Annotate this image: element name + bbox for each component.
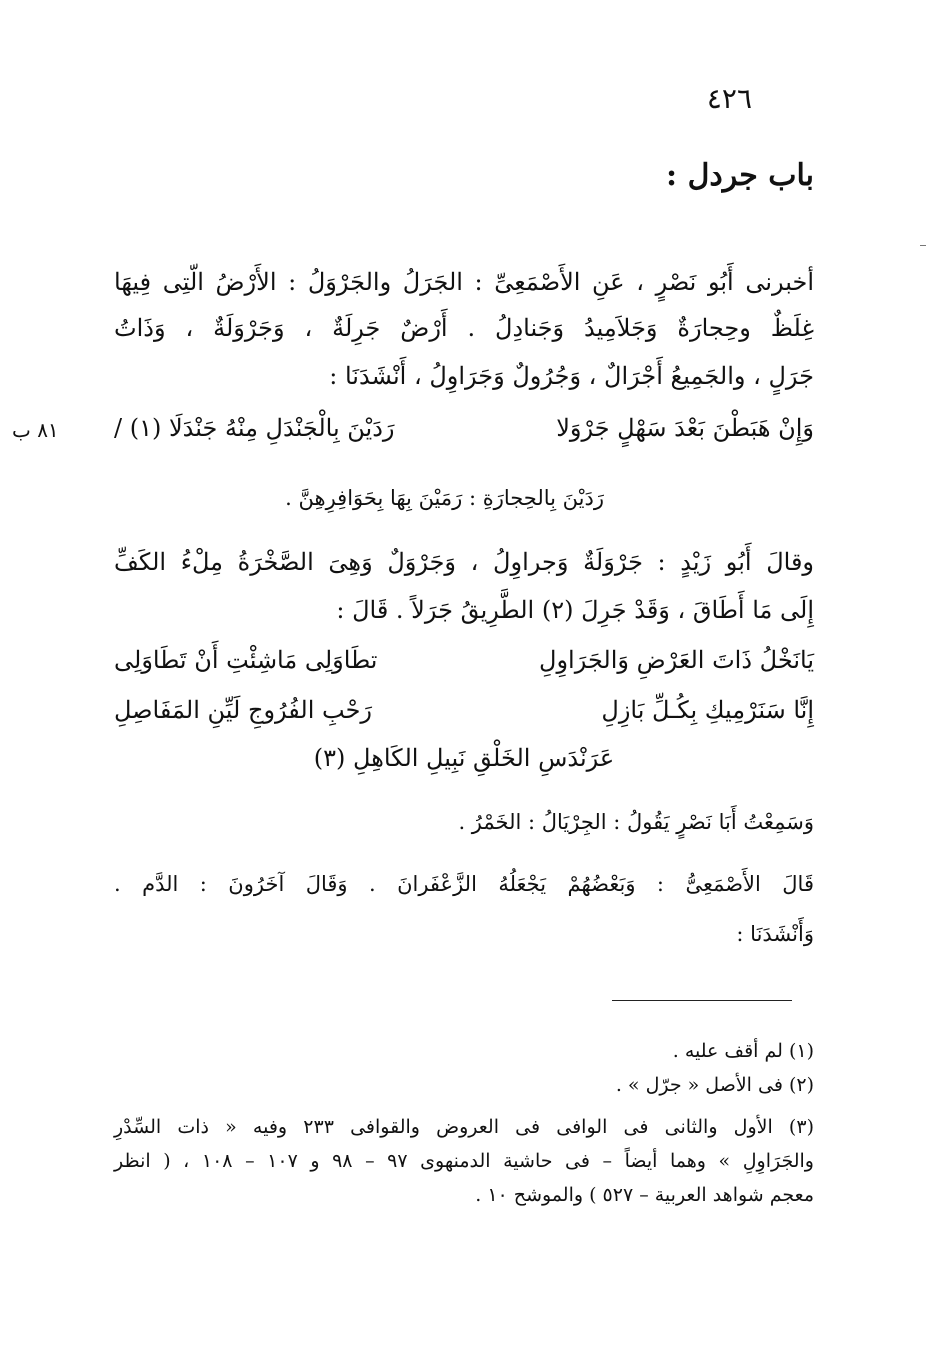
paragraph-2-line-2: إِلَى مَا أَطَاقَ ، وَقَدْ جَرِلَ (٢) الطَّرِيقُ جَرَلاً . قَالَ : — [336, 596, 814, 624]
poem-verse-1-first: يَانَخْلُ ذَاتَ العَرْضِ وَالجَرَاوِلِ — [539, 646, 814, 674]
paragraph-2-line-1: وقالَ أَبُو زَيْدٍ : جَرْوَلَةٌ وَجراوِلُ ، وَجَرْوَلٌ وَهِىَ الصَّخْرَةُ مِلْءُ الكَفِّ — [114, 548, 814, 576]
page-number: ٤٢٦ — [706, 82, 752, 115]
edge-mark — [920, 245, 926, 246]
verse-1-first-hemistich: وَإِنْ هَبَطْنَ بَعْدَ سَهْلٍ جَرْوَلا — [556, 414, 814, 442]
poem-verse-2 — [114, 696, 814, 724]
verse-1 — [114, 414, 814, 442]
manuscript-folio-note: ٨١ ب — [12, 418, 59, 442]
paragraph-3-line-1: قَالَ الأَصْمَعِىُّ : وَبَعْضُهُمْ يَجْعَلُهُ الزَّعْفَرانَ . وَقَالَ آخَرُونَ : الدَّم . — [114, 872, 814, 896]
poem-verse-1-second: تطَاوَلِى مَاشِئْتِ أَنْ تَطَاوَلِى — [114, 646, 378, 674]
footnote-3-line-3: معجم شواهد العربية – ٥٢٧ ) والموشح ١٠ . — [475, 1184, 814, 1206]
heard-line: وَسَمِعْتُ أَبَا نَصْرٍ يَقُولُ : الجِرْيَالُ : الخَمْرُ . — [458, 810, 814, 834]
paragraph-1-line-1: أخبرنى أَبُو نَصْرٍ ، عَنِ الأَصْمَعِىِّ : الجَرَلُ والجَرْوَلُ : الأَرْضُ الّتِى فِيهَا — [114, 268, 814, 296]
footnote-3-line-1: (٣) الأول والثانى فى الوافى فى العروض والقوافى ٢٣٣ وفيه « ذات السِّدْرِ — [114, 1116, 814, 1138]
footnote-separator — [612, 1000, 792, 1001]
chapter-heading: باب جردل : — [666, 158, 814, 193]
footnote-2: (٢) فى الأصل « جرّل » . — [615, 1074, 814, 1096]
footnote-1: (١) لم أقف عليه . — [672, 1040, 814, 1062]
paragraph-1-line-3: جَرَلٍ ، والجَمِيعُ أَجْرَالٌ ، وَجُرُولٌ وَجَرَاوِلُ ، أَنْشَدَنَا : — [329, 362, 814, 390]
footnote-3-line-2: والجَرَاوِلِ » وهما أيضاً – فى حاشية الدمنهوى ٩٧ – ٩٨ و ١٠٧ – ١٠٨ ، ( انظر — [114, 1150, 814, 1172]
poem-verse-3: عَرَنْدَسِ الخَلْقِ نَبِيلِ الكَاهِلِ (٣) — [313, 744, 615, 772]
explanation-line: رَدَيْنَ بِالحِجارَةِ : رَمَيْنَ بِهَا بِحَوَافِرِهِنَّ . — [285, 486, 604, 510]
paragraph-3-line-2: وَأَنْشَدَنَا : — [736, 922, 814, 946]
poem-verse-2-second: رَحْبِ الفُرُوجِ لَيِّنِ المَفَاصِلِ — [114, 696, 373, 724]
paragraph-1-line-2: غِلَظٌ وحِجارَةٌ وَجَلاَمِيدُ وَجَنادِلُ . أَرْضٌ جَرِلَةٌ ، وَجَرْوَلَةٌ ، وَذَاتُ — [114, 314, 814, 342]
poem-verse-2-first: إِنَّا سَنَرْمِيكِ بِكُـلِّ بَازِلِ — [601, 696, 814, 724]
poem-verse-1 — [114, 646, 814, 674]
verse-1-second-hemistich: رَدَيْنَ بِالْجَنْدَلِ مِنْهُ جَنْدَلَا (١) / — [114, 414, 395, 442]
